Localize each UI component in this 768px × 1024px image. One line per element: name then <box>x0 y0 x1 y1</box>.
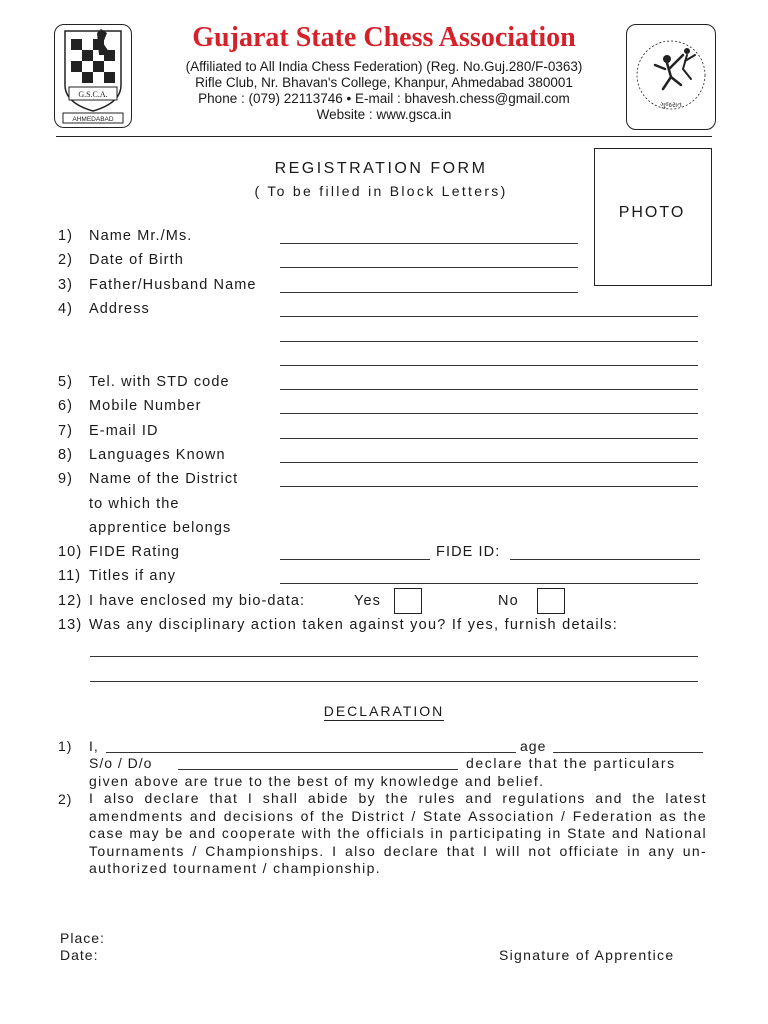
photo-label: PHOTO <box>618 204 686 221</box>
logo-abbr-text: G.S.C.A. <box>78 90 108 99</box>
decl-p2-text: I also declare that I shall abide by the rules and regulations and the latest amendments and decisions of the District / State Association / Federation as the case may be and cooperate with the officials in participating in State and National Tournaments / Championships. I also declare that I will not officiate in any un-authorized tournament / championship. <box>89 790 707 876</box>
field-number: 12) <box>58 593 83 609</box>
name-input[interactable] <box>280 243 578 244</box>
field-label-name: Name Mr./Ms. <box>89 228 193 244</box>
decl-number: 1) <box>58 738 73 754</box>
father-husband-input[interactable] <box>280 292 578 293</box>
date-label: Date: <box>60 947 99 963</box>
decl-i-label: I, <box>89 738 99 754</box>
field-label-biodata: I have enclosed my bio-data: <box>89 593 306 609</box>
fide-id-input[interactable] <box>510 559 700 560</box>
address-input-line-1[interactable] <box>280 316 698 317</box>
no-label: No <box>498 593 519 609</box>
website-line: Website : www.gsca.in <box>316 107 452 122</box>
sports-emblem <box>626 24 716 130</box>
place-label: Place: <box>60 930 105 946</box>
decl-p1-rest: given above are true to the best of my knowledge and belief. <box>89 773 545 789</box>
field-number: 6) <box>58 398 74 414</box>
biodata-no-checkbox[interactable] <box>537 588 565 614</box>
mobile-input[interactable] <box>280 413 698 414</box>
field-label-dob: Date of Birth <box>89 252 184 268</box>
athlete-emblem-icon <box>627 25 715 129</box>
field-label-titles: Titles if any <box>89 568 177 584</box>
field-label-district: Name of the District <box>89 471 239 487</box>
address-input-line-3[interactable] <box>280 365 698 366</box>
yes-label: Yes <box>354 593 381 609</box>
form-subtitle: ( To be filled in Block Letters) <box>254 183 508 199</box>
address-line: Rifle Club, Nr. Bhavan's College, Khanpur, Ahmedabad 380001 <box>195 75 573 90</box>
fide-id-label: FIDE ID: <box>436 544 501 560</box>
declarant-name-input[interactable] <box>106 752 516 753</box>
address-input-line-2[interactable] <box>280 341 698 342</box>
decl-number: 2) <box>58 791 73 807</box>
emblem-text: ગુજરાત <box>660 102 682 109</box>
parent-name-input[interactable] <box>178 769 458 770</box>
field-label-disciplinary: Was any disciplinary action taken against you? If yes, furnish details: <box>89 617 619 633</box>
field-number: 10) <box>58 544 83 560</box>
field-number: 3) <box>58 277 74 293</box>
contact-line: Phone : (079) 22113746 • E-mail : bhavesh.chess@gmail.com <box>198 91 570 106</box>
field-label-email: E-mail ID <box>89 423 159 439</box>
field-label-district-cont: apprentice belongs <box>89 520 232 536</box>
field-number: 13) <box>58 617 83 633</box>
district-input[interactable] <box>280 486 698 487</box>
fide-rating-input[interactable] <box>280 559 430 560</box>
field-label-address: Address <box>89 301 150 317</box>
org-title: Gujarat State Chess Association <box>192 22 576 53</box>
chess-rook-emblem-icon <box>55 25 131 127</box>
field-number: 11) <box>58 568 82 584</box>
field-label-mobile: Mobile Number <box>89 398 202 414</box>
disciplinary-input-line-2[interactable] <box>90 681 698 682</box>
dob-input[interactable] <box>280 267 578 268</box>
titles-input[interactable] <box>280 583 698 584</box>
field-number: 5) <box>58 374 74 390</box>
signature-label: Signature of Apprentice <box>499 947 675 963</box>
declaration-title: DECLARATION <box>323 703 445 719</box>
field-label-tel: Tel. with STD code <box>89 374 230 390</box>
declarant-age-input[interactable] <box>553 752 703 753</box>
field-label-district-cont: to which the <box>89 496 180 512</box>
tel-input[interactable] <box>280 389 698 390</box>
biodata-yes-checkbox[interactable] <box>394 588 422 614</box>
header-divider <box>56 136 712 137</box>
decl-declare-text: declare that the particulars <box>466 755 676 771</box>
form-title: REGISTRATION FORM <box>274 160 488 177</box>
disciplinary-input-line-1[interactable] <box>90 656 698 657</box>
field-number: 1) <box>58 228 74 244</box>
field-number: 9) <box>58 471 74 487</box>
decl-so-label: S/o / D/o <box>89 755 153 771</box>
field-label-fide-rating: FIDE Rating <box>89 544 181 560</box>
field-number: 2) <box>58 252 74 268</box>
decl-age-label: age <box>520 738 547 754</box>
field-number: 7) <box>58 423 74 439</box>
affiliation-line: (Affiliated to All India Chess Federation) (Reg. No.Guj.280/F-0363) <box>185 59 583 74</box>
field-number: 4) <box>58 301 74 317</box>
gsca-logo <box>54 24 132 128</box>
field-label-languages: Languages Known <box>89 447 226 463</box>
field-label-father-husband: Father/Husband Name <box>89 277 257 293</box>
languages-input[interactable] <box>280 462 698 463</box>
field-number: 8) <box>58 447 74 463</box>
email-input[interactable] <box>280 438 698 439</box>
logo-city-text: AHMEDABAD <box>72 116 114 123</box>
